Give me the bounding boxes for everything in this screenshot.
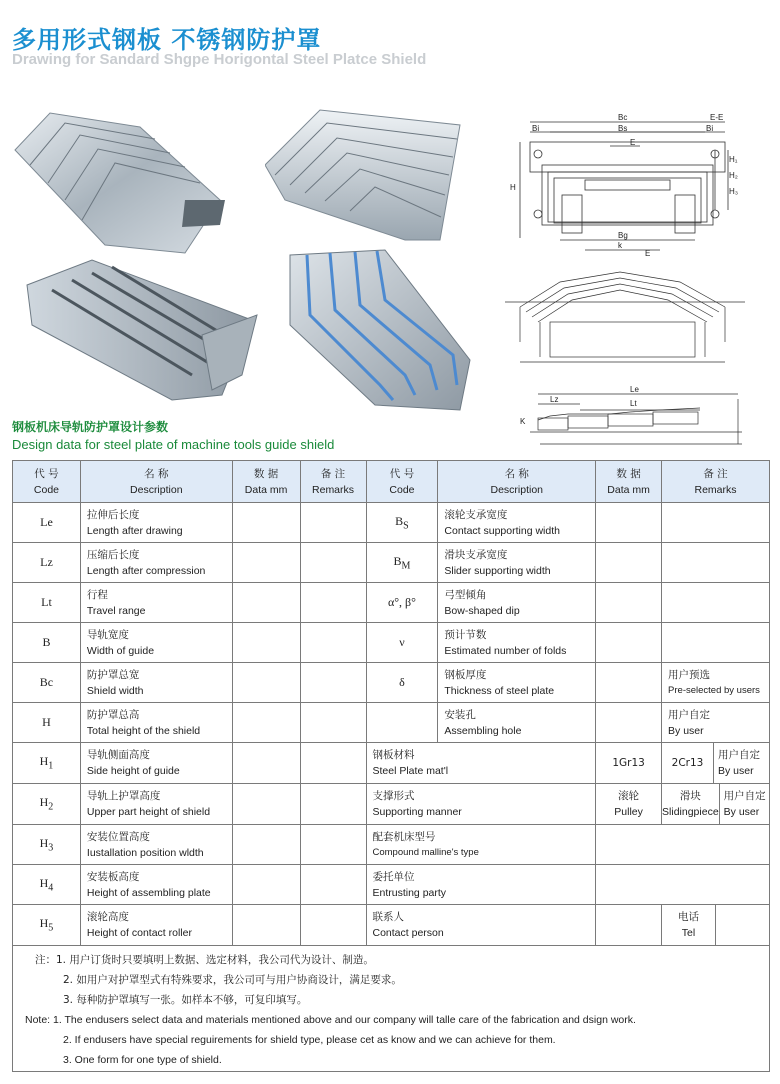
shield-photo-4	[285, 245, 475, 415]
data-input-cell[interactable]	[232, 623, 300, 663]
table-header-row	[13, 461, 770, 503]
data-input-cell[interactable]	[232, 663, 300, 703]
remarks-input-cell[interactable]	[300, 784, 366, 825]
row-description: 防护罩总高 Total height of the shield	[80, 703, 232, 743]
note-en-3: 3. One form for one type of shield.	[63, 1054, 222, 1066]
tel-input[interactable]	[716, 905, 769, 945]
data-input-cell[interactable]	[232, 784, 300, 825]
label-e-top: E	[630, 138, 636, 147]
label-k: k	[618, 241, 622, 250]
label-h3: H₃	[729, 187, 739, 196]
data-input-cell-right[interactable]	[596, 663, 662, 703]
row-description: 导轨上护罩高度 Upper part height of shield	[80, 784, 232, 825]
data-input-cell[interactable]	[232, 865, 300, 905]
row-description: 压缩后长度 Length after compression	[80, 543, 232, 583]
row-description: 导轨宽度 Width of guide	[80, 623, 232, 663]
label-h1: H₁	[729, 155, 738, 164]
row-code-right: δ	[366, 663, 438, 703]
data-input-cell[interactable]	[232, 503, 300, 543]
header-description-2: 名 称 Description	[438, 461, 596, 503]
label-bi-right: Bi	[706, 124, 714, 133]
header-remarks: 备 注 Remarks	[300, 461, 366, 503]
row-code: Bc	[13, 663, 81, 703]
row-description-right: 支撑形式 Supporting manner	[366, 784, 596, 825]
side-view-drawing	[510, 384, 745, 454]
remarks-input-cell-right[interactable]	[662, 543, 770, 583]
table-row	[13, 663, 770, 703]
note-en-1: Note: 1. The endusers select data and materials mentioned above and our company will talle care of the fabrication and dsign work.	[25, 1014, 636, 1026]
header-code-2: 代 号 Code	[366, 461, 438, 503]
row-description: 安装板高度 Height of assembling plate	[80, 865, 232, 905]
row-code: Lt	[13, 583, 81, 623]
header-code: 代 号 Code	[13, 461, 81, 503]
tel-cell[interactable]	[662, 905, 770, 946]
label-bs: Bs	[618, 124, 628, 133]
label-lz: Lz	[550, 395, 559, 404]
row-code: B	[13, 623, 81, 663]
data-input-cell[interactable]	[232, 743, 300, 784]
shield-photo-1	[10, 105, 240, 265]
material-2cr13[interactable]: 2Cr13	[662, 743, 714, 783]
label-bg: Bg	[618, 231, 628, 240]
table-row	[13, 784, 770, 825]
remarks-input-cell[interactable]	[300, 865, 366, 905]
row-description-right: 弓型倾角 Bow-shaped dip	[438, 583, 596, 623]
data-input-cell-right[interactable]	[596, 583, 662, 623]
row-description-right: 委托单位 Entrusting party	[366, 865, 596, 905]
row-code-right: ν	[366, 623, 438, 663]
row-code: $H_3$	[13, 825, 81, 865]
section-title-en: Design data for steel plate of machine tools guide shield	[12, 437, 335, 452]
remarks-input-cell-right[interactable]	[662, 503, 770, 543]
row-description: 行程 Travel range	[80, 583, 232, 623]
note-zh-2: 2. 如用户对护罩型式有特殊要求，我公司可与用户协商设计，满足要求。	[63, 974, 402, 986]
remarks-input-cell[interactable]	[300, 543, 366, 583]
contact-person-input[interactable]	[596, 905, 662, 946]
row-code: $H_1$	[13, 743, 81, 784]
bow-section-drawing	[500, 262, 750, 372]
remarks-input-cell[interactable]	[300, 905, 366, 946]
entrusting-party-input[interactable]	[596, 865, 770, 905]
shield-photo-2	[265, 105, 475, 245]
support-option-slide[interactable]	[662, 784, 770, 825]
row-description-right: 安装孔 Assembling hole	[438, 703, 596, 743]
data-input-cell-right[interactable]	[596, 623, 662, 663]
design-data-table	[12, 460, 770, 946]
row-description: 滚轮高度 Height of contact roller	[80, 905, 232, 946]
row-description: 导轨侧面高度 Side height of guide	[80, 743, 232, 784]
row-description-right: 联系人 Contact person	[366, 905, 596, 946]
row-description-right: 钢板材料 Steel Plate mat'l	[366, 743, 596, 784]
material-option-1[interactable]: 1Gr13	[596, 743, 662, 784]
table-row	[13, 865, 770, 905]
row-code: $H_5$	[13, 905, 81, 946]
row-code-right: $B_M$	[366, 543, 438, 583]
label-ee: E-E	[710, 113, 724, 122]
remarks-input-cell[interactable]	[300, 583, 366, 623]
data-input-cell[interactable]	[232, 543, 300, 583]
note-zh-3: 3. 每种防护罩填写一张。如样本不够，可复印填写。	[63, 994, 308, 1006]
remarks-input-cell-right[interactable]	[662, 623, 770, 663]
remarks-input-cell[interactable]	[300, 703, 366, 743]
row-code-right	[366, 703, 438, 743]
row-description-right: 滚轮支承宽度 Contact supporting width	[438, 503, 596, 543]
row-description-right: 预计节数 Estimated number of folds	[438, 623, 596, 663]
remarks-input-cell-right[interactable]	[662, 583, 770, 623]
row-description: 拉伸后长度 Length after drawing	[80, 503, 232, 543]
note-en-2: 2. If endusers have special reguirements for shield type, please cet as know and we can achieve for them.	[63, 1034, 556, 1046]
table-row	[13, 703, 770, 743]
row-description-right: 钢板厚度 Thickness of steel plate	[438, 663, 596, 703]
remarks-input-cell[interactable]	[300, 825, 366, 865]
data-input-cell-right[interactable]	[596, 543, 662, 583]
row-code: Lz	[13, 543, 81, 583]
shield-photo-3	[22, 255, 262, 405]
data-input-cell-right[interactable]	[596, 703, 662, 743]
data-input-cell-right[interactable]	[596, 503, 662, 543]
row-description: 防护罩总宽 Shield width	[80, 663, 232, 703]
data-input-cell[interactable]	[232, 905, 300, 946]
label-h2: H₂	[729, 171, 738, 180]
label-bi-left: Bi	[532, 124, 540, 133]
remarks-input-cell[interactable]	[300, 503, 366, 543]
header-remarks-2: 备 注 Remarks	[662, 461, 770, 503]
data-input-cell[interactable]	[232, 703, 300, 743]
row-code-right: α°, β°	[366, 583, 438, 623]
cross-section-drawing	[500, 110, 740, 260]
table-row	[13, 583, 770, 623]
row-code: $H_2$	[13, 784, 81, 825]
tel-label: 电话 Tel	[662, 905, 716, 945]
notes-section	[12, 944, 770, 1072]
row-code: Le	[13, 503, 81, 543]
page-subtitle: Drawing for Sandard Shgpe Horigontal Steel Platce Shield	[12, 51, 427, 68]
table-row	[13, 623, 770, 663]
header-description: 名 称 Description	[80, 461, 232, 503]
data-input-cell[interactable]	[232, 583, 300, 623]
support-option-pulley[interactable]: 滚轮 Pulley	[596, 784, 662, 825]
remarks-input-cell[interactable]	[300, 663, 366, 703]
remarks-input-cell[interactable]	[300, 743, 366, 784]
section-title-zh: 钢板机床导轨防护罩设计参数	[12, 420, 169, 434]
table-row	[13, 825, 770, 865]
label-lt: Lt	[630, 399, 637, 408]
table-row	[13, 543, 770, 583]
label-e-bottom: E	[645, 249, 651, 258]
row-code-right: $B_S$	[366, 503, 438, 543]
label-bc: Bc	[618, 113, 628, 122]
remark-by-user: 用户自定 By user	[718, 749, 761, 777]
table-row	[13, 743, 770, 784]
note-zh-1: 注：1. 用户订货时只要填明上数据、选定材料，我公司代为设计、制造。	[35, 954, 374, 966]
row-description: 安装位置高度 Iustallation position wldth	[80, 825, 232, 865]
remark-by-user: 用户自定 By user	[723, 790, 766, 818]
remarks-input-cell[interactable]	[300, 623, 366, 663]
label-le: Le	[630, 385, 639, 394]
page-title: 多用形式钢板 不锈钢防护罩	[12, 26, 322, 54]
header-data-2: 数 据 Data mm	[596, 461, 662, 503]
row-code: $H_4$	[13, 865, 81, 905]
machine-type-input[interactable]	[596, 825, 770, 865]
table-row	[13, 905, 770, 946]
label-h: H	[510, 183, 516, 192]
row-code: H	[13, 703, 81, 743]
remark-preselected: 用户预选 Pre-selected by users	[662, 663, 770, 703]
row-description-right: 配套机床型号 Compound malline's type	[366, 825, 596, 865]
label-k-side: K	[520, 417, 526, 426]
remark-by-user: 用户自定 By user	[662, 703, 770, 743]
support-slidingpiece[interactable]: 滑块 Slidingpiece	[662, 784, 720, 824]
data-input-cell[interactable]	[232, 825, 300, 865]
table-row	[13, 503, 770, 543]
material-option-2[interactable]	[662, 743, 770, 784]
row-description-right: 滑块支承宽度 Slider supporting width	[438, 543, 596, 583]
header-data: 数 据 Data mm	[232, 461, 300, 503]
